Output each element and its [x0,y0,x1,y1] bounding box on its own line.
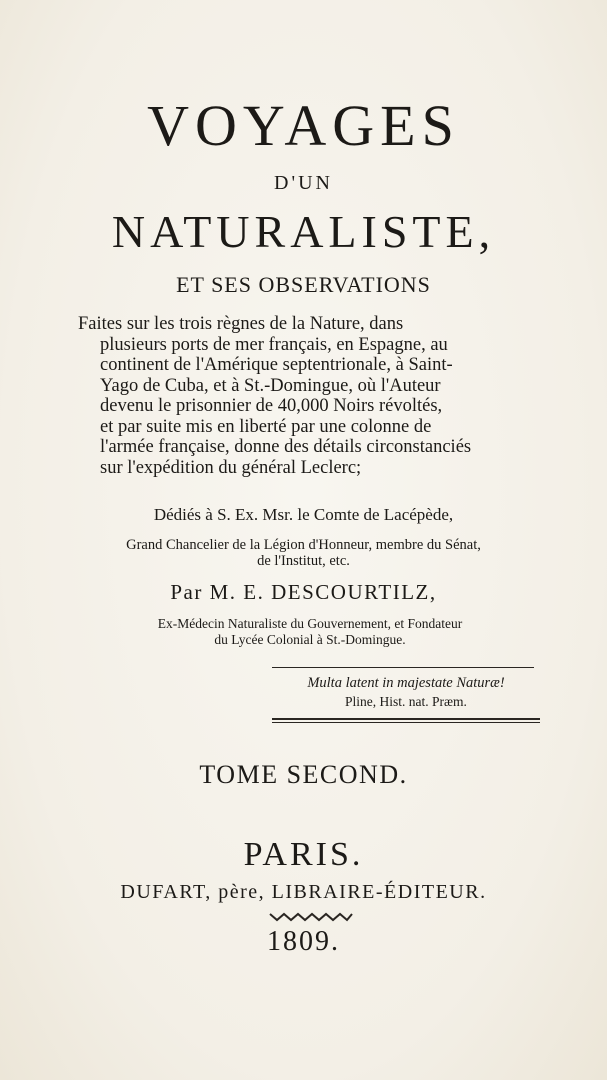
title-naturaliste: NATURALISTE, [111,206,496,257]
title-voyages: VOYAGES [147,93,460,158]
publication-year: 1809. [267,926,340,957]
epigraph-source: Pline, Hist. nat. Præm. [345,694,467,709]
subtitle: ET SES OBSERVATIONS [176,272,431,297]
description-line: Yago de Cuba, et à St.-Domingue, où l'Auteur [100,375,441,396]
description-line: devenu le prisonnier de 40,000 Noirs révoltés, [100,396,443,416]
city: PARIS. [243,836,364,873]
publisher: DUFART, père, LIBRAIRE-ÉDITEUR. [120,881,487,903]
description-line: continent de l'Amérique septentrionale, à Saint- [100,355,453,375]
description-line: plusieurs ports de mer français, en Espagne, au [100,334,448,355]
author-title-line: du Lycée Colonial à St.-Domingue. [214,632,406,647]
author-title [30,616,590,648]
dedication-title-line: Grand Chancelier de la Légion d'Honneur, membre du Sénat, [126,537,481,553]
dedication-title [0,537,607,569]
epigraph-rule-bottom [272,718,540,720]
author-title-line: Ex-Médecin Naturaliste du Gouvernement, et Fondateur [157,616,463,631]
ornament-icon [268,911,354,923]
epigraph-rule-top [272,667,534,668]
author: Par M. E. DESCOURTILZ, [170,580,437,604]
title-dun: D'UN [274,172,333,194]
dedication: Dédiés à S. Ex. Msr. le Comte de Lacépède, [153,505,454,524]
dedication-title-line: de l'Institut, etc. [257,553,350,569]
epigraph: Multa latent in majestate Naturæ! [307,675,505,691]
epigraph-rule-bottom-thin [272,722,540,723]
description-line: et par suite mis en liberté par une colonne de [100,416,432,437]
description-paragraph [78,314,540,478]
volume-label: TOME SECOND. [199,760,408,789]
description-line: l'armée française, donne des détails circonstanciés [100,437,472,457]
description-line: sur l'expédition du général Leclerc; [100,457,362,478]
description-line: Faites sur les trois règnes de la Nature, dans [78,314,404,334]
